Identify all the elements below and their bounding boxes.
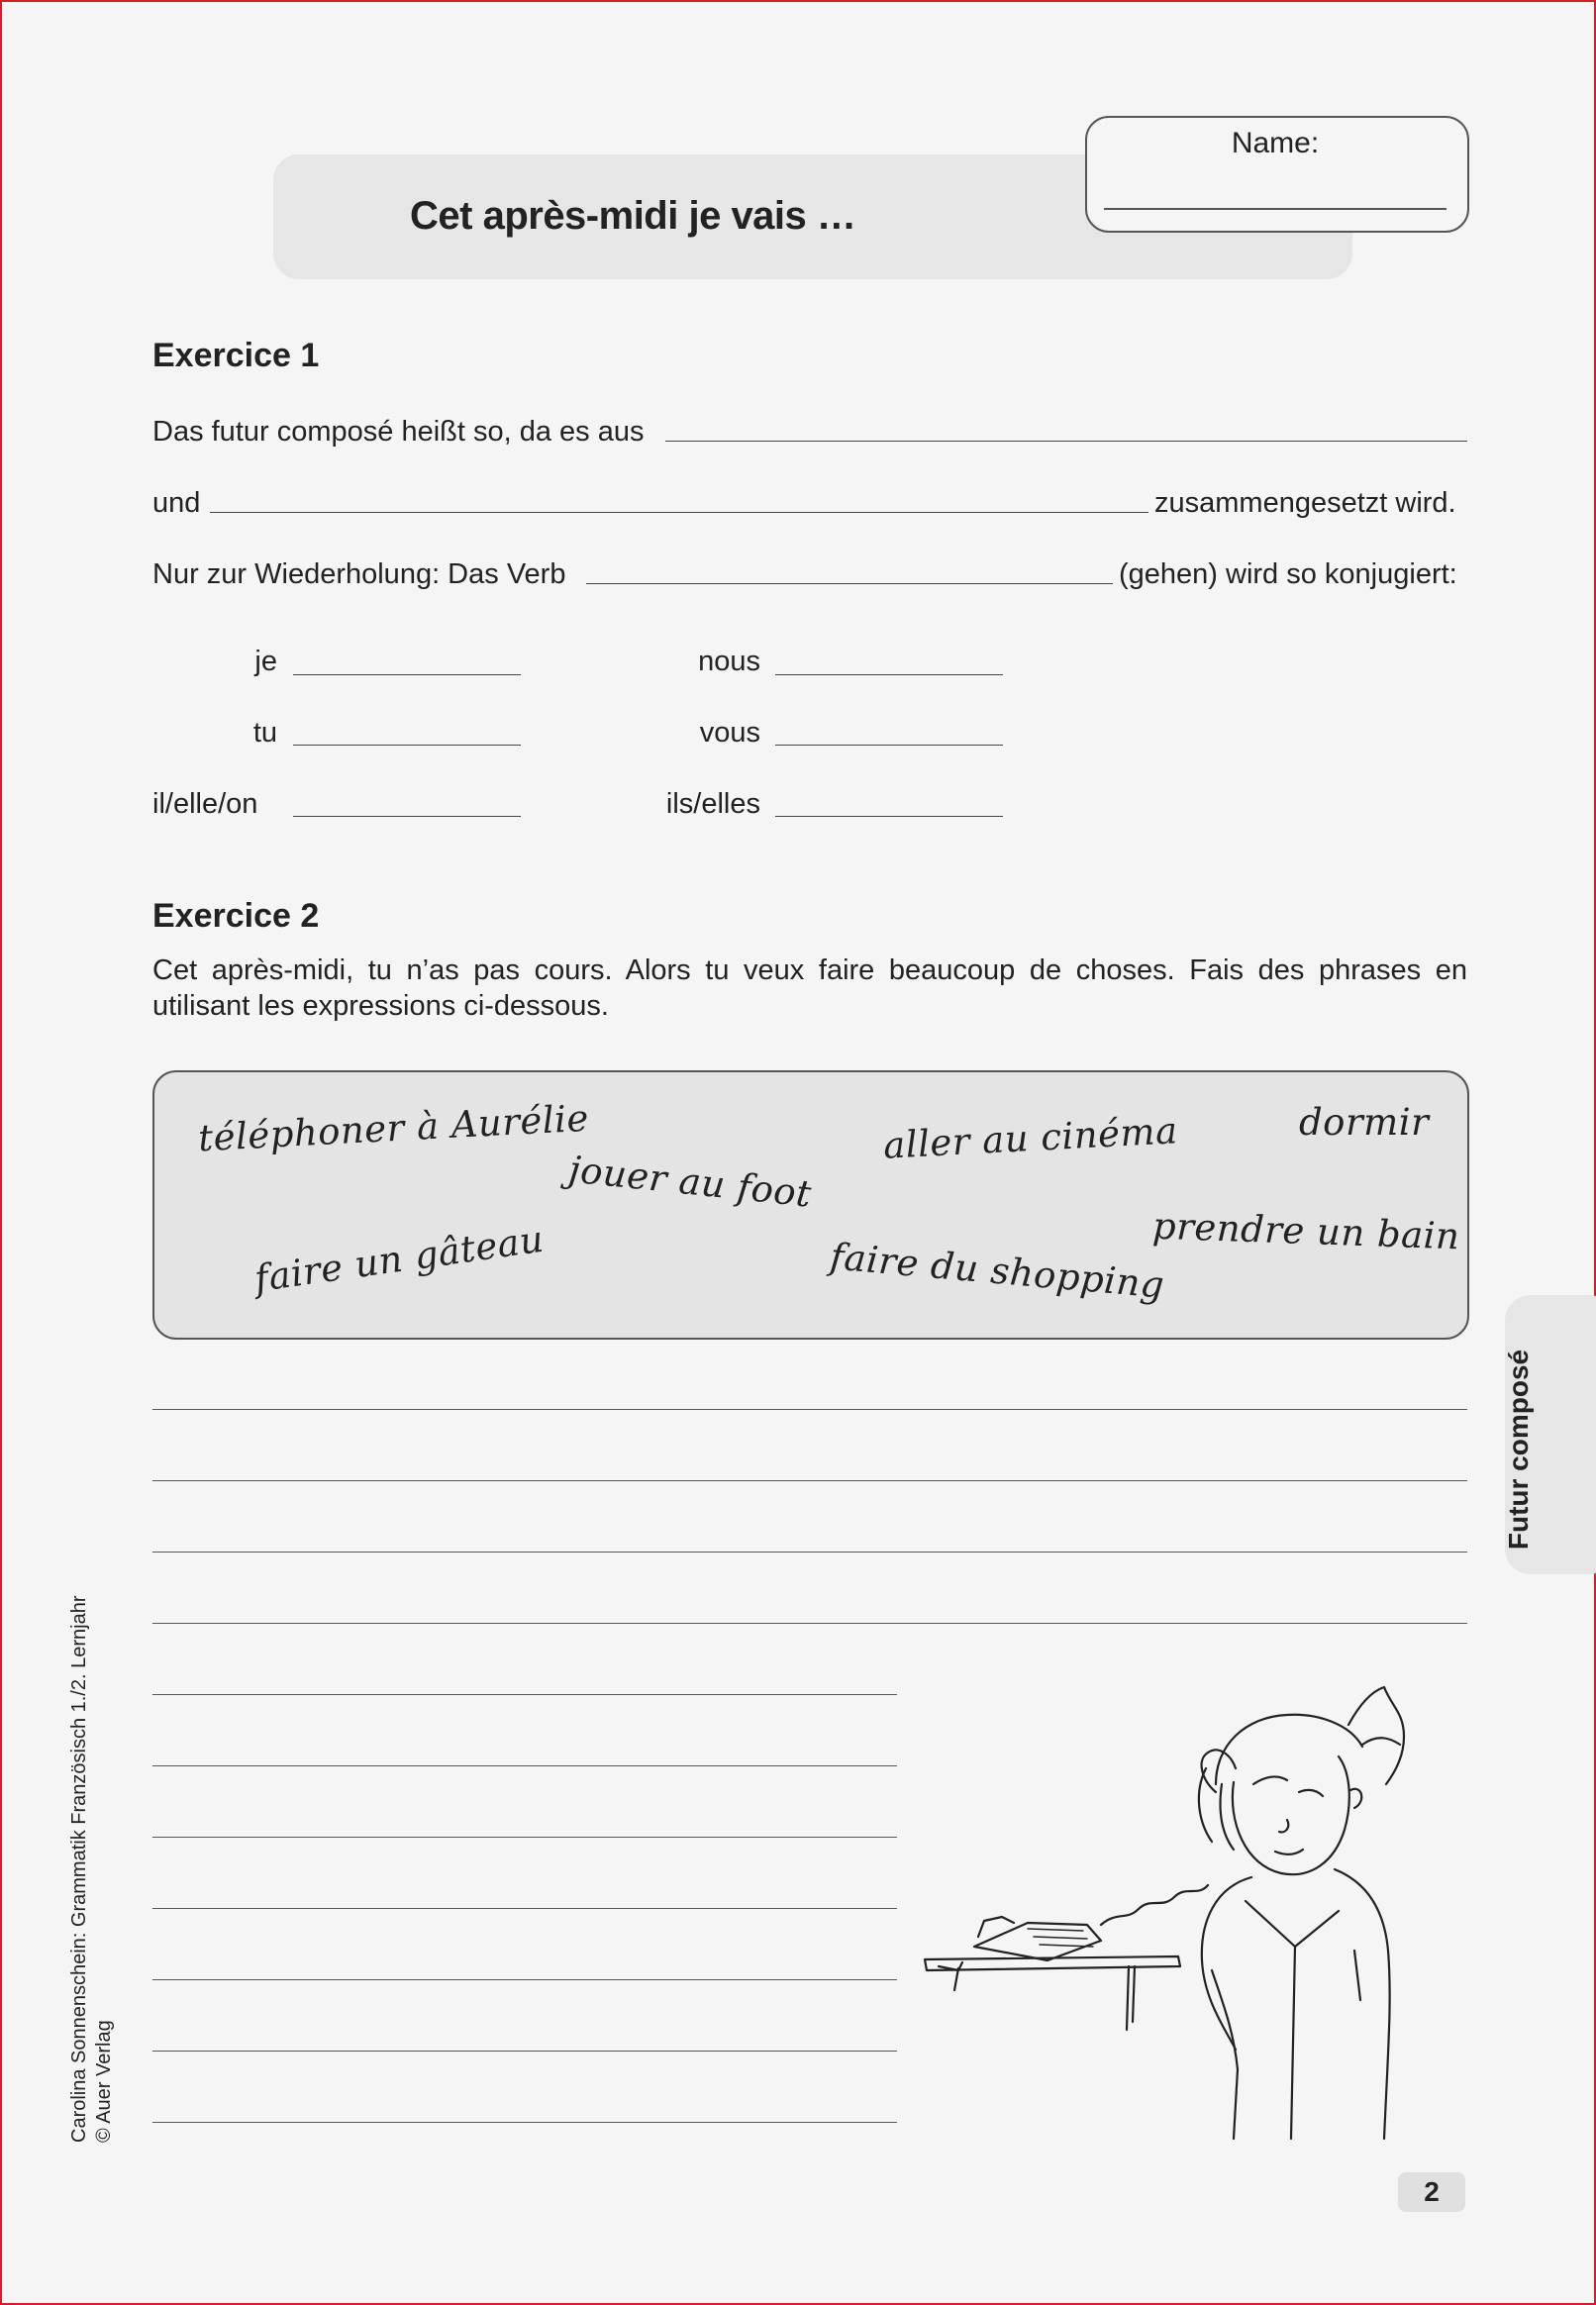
page-title: Cet après-midi je vais … xyxy=(410,194,856,238)
name-label: Name: xyxy=(1231,127,1320,159)
writing-line[interactable] xyxy=(152,1552,1467,1553)
writing-line[interactable] xyxy=(152,1908,897,1909)
credit-line2: © Auer Verlag xyxy=(93,2020,115,2143)
exercise1-blank-verb[interactable] xyxy=(586,583,1113,584)
exercise1-line3-start: Nur zur Wiederholung: Das Verb xyxy=(152,558,566,590)
exercise2-heading: Exercice 2 xyxy=(152,897,320,935)
pronoun-nous: nous xyxy=(698,646,760,677)
writing-line[interactable] xyxy=(152,1480,1467,1481)
pronoun-tu: tu xyxy=(252,717,277,749)
credit-line1: Carolina Sonnenschein: Grammatik Französisch 1./2. Lernjahr xyxy=(68,1595,90,2143)
pronoun-ils-elles: ils/elles xyxy=(665,788,760,820)
page-number: 2 xyxy=(1398,2172,1465,2212)
expression-dormir: dormir xyxy=(1299,1101,1430,1144)
exercise2-instructions: Cet après-midi, tu n’as pas cours. Alors tu veux faire beaucoup de choses. Fais des phrases en utilisant les expressions ci-dessous. xyxy=(152,954,1467,1022)
expression-cinema: aller au cinéma xyxy=(882,1109,1179,1167)
expression-bain: prendre un bain xyxy=(1151,1204,1461,1258)
writing-line[interactable] xyxy=(152,1623,1467,1624)
pronoun-je: je xyxy=(254,646,277,677)
expression-gateau: faire un gâteau xyxy=(251,1217,547,1301)
name-field[interactable] xyxy=(1104,208,1446,210)
exercise1-line2-end: zusammengesetzt wird. xyxy=(1154,487,1456,519)
expression-telephoner: téléphoner à Aurélie xyxy=(197,1096,590,1160)
writing-line[interactable] xyxy=(152,1837,897,1838)
conj-blank-je[interactable] xyxy=(293,674,521,675)
exercise1-line3-end: (gehen) wird so konjugiert: xyxy=(1119,558,1457,590)
girl-on-telephone-illustration xyxy=(919,1673,1473,2149)
expression-shopping: faire du shopping xyxy=(828,1235,1166,1307)
expression-jouer-foot: jouer au foot xyxy=(566,1148,814,1216)
exercise1-blank2[interactable] xyxy=(210,512,1148,513)
writing-line[interactable] xyxy=(152,1409,1467,1410)
conj-blank-nous[interactable] xyxy=(775,674,1003,675)
writing-line[interactable] xyxy=(152,2051,897,2052)
writing-line[interactable] xyxy=(152,1765,897,1766)
writing-line[interactable] xyxy=(152,2122,897,2123)
writing-line[interactable] xyxy=(152,1979,897,1980)
chapter-tab-label: Futur composé xyxy=(1503,1349,1534,1551)
pronoun-vous: vous xyxy=(699,717,760,749)
conj-blank-ils[interactable] xyxy=(775,816,1003,817)
exercise1-heading: Exercice 1 xyxy=(152,337,320,374)
pronoun-il-elle-on: il/elle/on xyxy=(152,788,258,820)
writing-line[interactable] xyxy=(152,1694,897,1695)
conj-blank-vous[interactable] xyxy=(775,745,1003,746)
conj-blank-tu[interactable] xyxy=(293,745,521,746)
credit xyxy=(67,1529,117,2143)
exercise1-blank1[interactable] xyxy=(665,441,1467,442)
exercise1-line2-start: und xyxy=(152,487,201,519)
conj-blank-il[interactable] xyxy=(293,816,521,817)
exercise1-line1-text: Das futur composé heißt so, da es aus xyxy=(152,416,645,448)
